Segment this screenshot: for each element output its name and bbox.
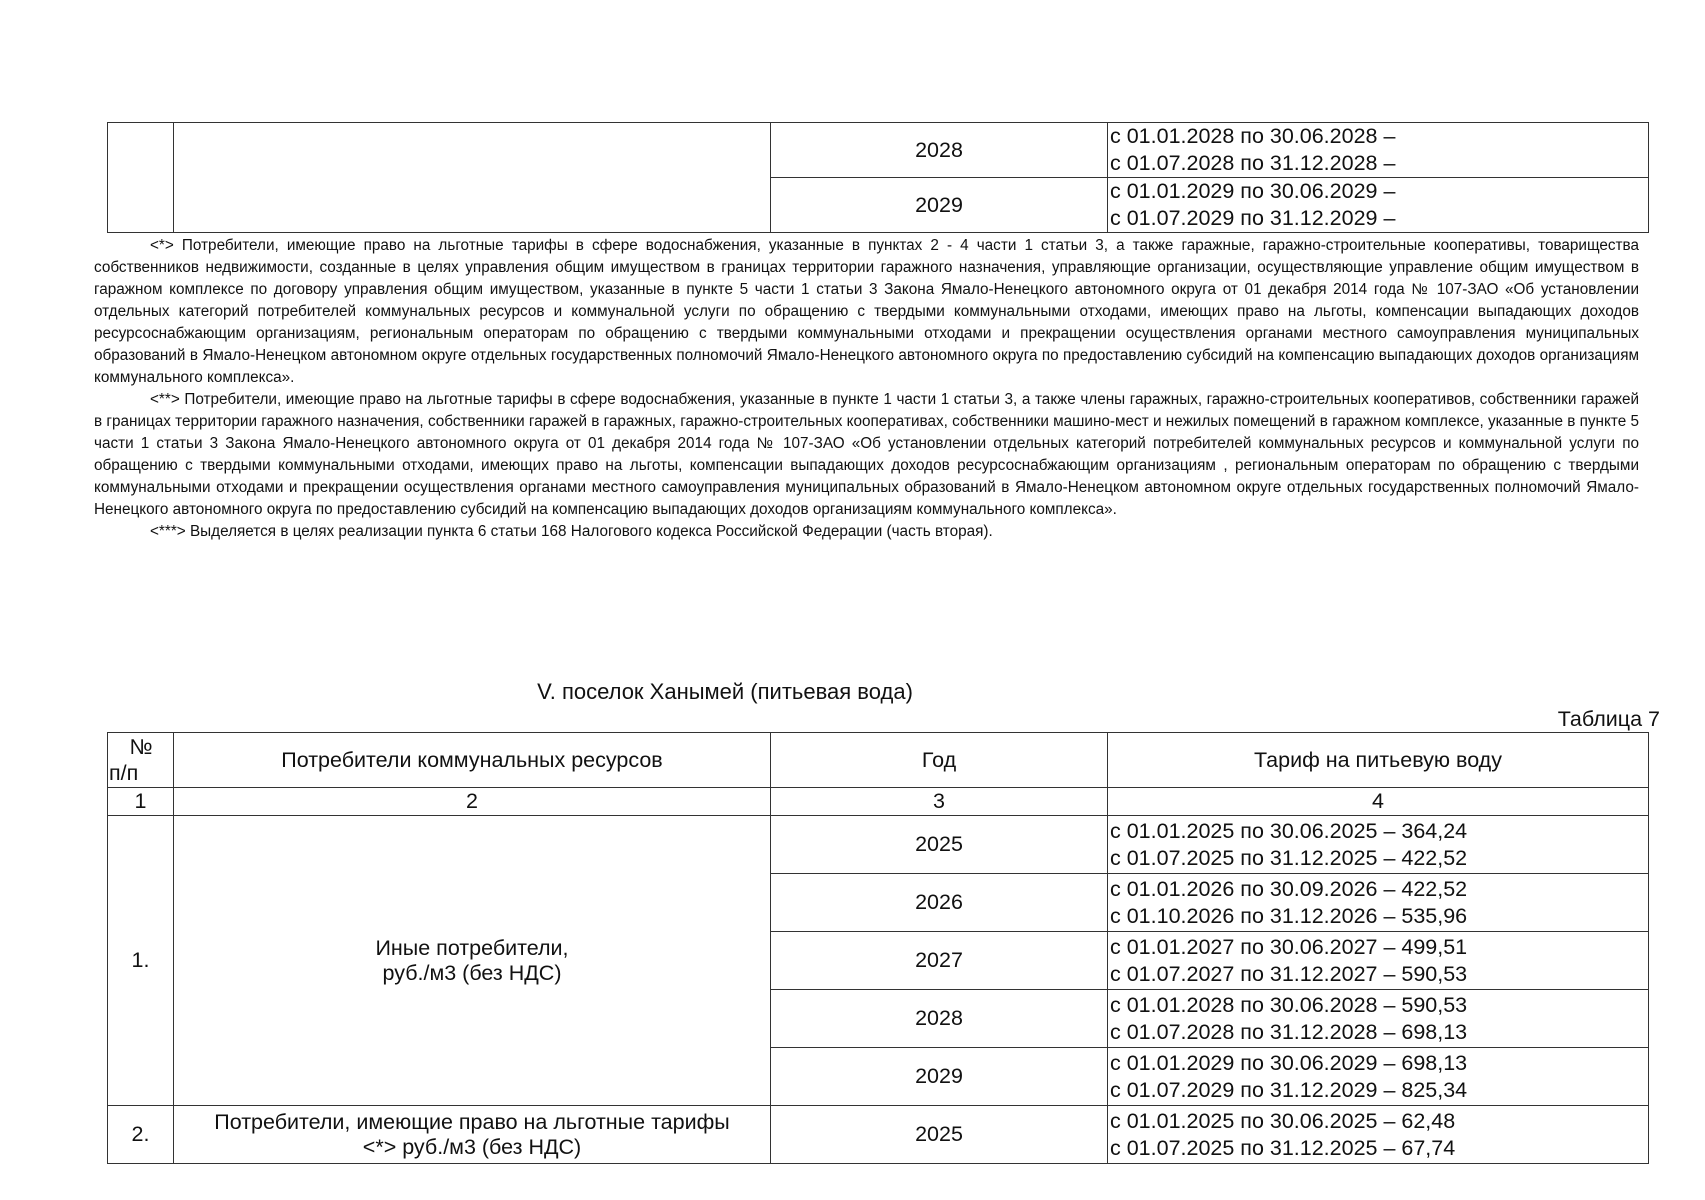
footnote-1: <*> Потребители, имеющие право на льготные тарифы в сфере водоснабжения, указанные в пунктах 2 - 4 части 1 статьи 3, а также гаражные, гаражно-строительные кооперативы, товарищества собственников недвижимости, созданные в целях управления общим имуществом в границах территории гаражного назначения, управляющие организации, осуществляющие управление общим имуществом в гаражном комплексе по договору управления общим имуществом, указанные в пункте 5 части 1 статьи 3 Закона Ямало-Ненецкого автономного округа от 01 декабря 2014 года № 107-ЗАО «Об установлении отдельных категорий потребителей коммунальных ресурсов и коммунальной услуги по обращению с твердыми коммунальными отходами, имеющих право на льготы, компенсации выпадающих доходов ресурсоснабжающим организациям, региональным операторам по обращению с твердыми коммунальными отходами и прекращении осуществления органами местного самоуправления муниципальных образований в Ямало-Ненецком автономном округе отдельных государственных полномочий Ямало-Ненецкого автономного округа по предоставлению субсидий на компенсацию выпадающих доходов организациям коммунального комплекса». xyxy=(94,237,1639,386)
section-title: V. поселок Ханымей (питьевая вода) xyxy=(537,679,913,704)
tariff-line: с 01.01.2029 по 30.06.2029 – 698,13 xyxy=(1110,1050,1468,1075)
tariff-line: с 01.01.2025 по 30.06.2025 – 62,48 xyxy=(1110,1108,1456,1133)
year-cell: 2028 xyxy=(771,990,1108,1048)
tariff-line: с 01.01.2029 по 30.06.2029 – xyxy=(1110,179,1396,203)
consumer-line: Иные потребители, xyxy=(375,935,569,960)
column-number-row xyxy=(108,788,1649,816)
tariff-line: с 01.10.2026 по 31.12.2026 – 535,96 xyxy=(1110,903,1468,928)
year-cell: 2028 xyxy=(771,123,1108,178)
tariff-line: с 01.07.2027 по 31.12.2027 – 590,53 xyxy=(1110,961,1468,986)
footnote-2: <**> Потребители, имеющие право на льготные тарифы в сфере водоснабжения, указанные в пункте 1 части 1 статьи 3, а также члены гаражных, гаражно-строительных кооперативов, собственники гаражей в границах территории гаражного назначения, собственники гаражей в гаражных, гаражно-строительных кооперативах, собственники машино-мест и нежилых помещений в гаражном комплексе, указанные в пункте 5 части 1 статьи 3 Закона Ямало-Ненецкого автономного округа от 01 декабря 2014 года № 107-ЗАО «Об установлении отдельных категорий потребителей коммунальных ресурсов и коммунальной услуги по обращению с твердыми коммунальными отходами, имеющих право на льготы, компенсации выпадающих доходов ресурсоснабжающим организациям , региональным операторам по обращению с твердыми коммунальными отходами и прекращении осуществления органами местного самоуправления муниципальных образований в Ямало-Ненецком автономном округе отдельных государственных полномочий Ямало-Ненецкого автономного округа по предоставлению субсидий на компенсацию выпадающих доходов организациям коммунального комплекса». xyxy=(94,391,1639,518)
year-cell: 2025 xyxy=(771,816,1108,874)
tariff-cell xyxy=(1108,1106,1649,1164)
year-cell: 2026 xyxy=(771,874,1108,932)
tariff-cell xyxy=(1108,874,1649,932)
tariff-cell xyxy=(1108,123,1649,178)
table-row xyxy=(108,816,1649,874)
tariff-line: с 01.07.2029 по 31.12.2029 – xyxy=(1110,206,1396,230)
tariff-line: с 01.07.2028 по 31.12.2028 – 698,13 xyxy=(1110,1019,1468,1044)
tariff-line: с 01.07.2025 по 31.12.2025 – 422,52 xyxy=(1110,845,1468,870)
column-number: 1 xyxy=(108,788,174,816)
tariff-line: с 01.01.2028 по 30.06.2028 – 590,53 xyxy=(1110,992,1468,1017)
column-number: 3 xyxy=(771,788,1108,816)
tariff-cell xyxy=(1108,1048,1649,1106)
tariff-cell xyxy=(1108,932,1649,990)
footnotes xyxy=(94,235,1639,543)
header-num xyxy=(108,733,174,788)
row-number: 1. xyxy=(108,816,174,1106)
year-cell: 2027 xyxy=(771,932,1108,990)
year-cell: 2029 xyxy=(771,1048,1108,1106)
consumer-cell xyxy=(174,816,771,1106)
year-cell: 2029 xyxy=(771,178,1108,233)
continuation-table xyxy=(107,122,1649,233)
table-row xyxy=(108,1106,1649,1164)
tariff-cell xyxy=(1108,178,1649,233)
table-row xyxy=(108,123,1649,178)
row-number: 2. xyxy=(108,1106,174,1164)
column-number: 2 xyxy=(174,788,771,816)
header-num-line: п/п xyxy=(109,761,139,785)
header-year: Год xyxy=(771,733,1108,788)
tariff-cell xyxy=(1108,816,1649,874)
num-cell xyxy=(108,123,174,233)
tariff-line: с 01.07.2028 по 31.12.2028 – xyxy=(1110,151,1396,175)
header-consumers: Потребители коммунальных ресурсов xyxy=(174,733,771,788)
header-tariff: Тариф на питьевую воду xyxy=(1108,733,1649,788)
tariff-line: с 01.07.2025 по 31.12.2025 – 67,74 xyxy=(1110,1135,1456,1160)
table-number: Таблица 7 xyxy=(1557,707,1660,731)
year-cell: 2025 xyxy=(771,1106,1108,1164)
tariff-cell xyxy=(1108,990,1649,1048)
consumer-line: Потребители, имеющие право на льготные тарифы xyxy=(214,1109,730,1134)
tariff-line: с 01.01.2026 по 30.09.2026 – 422,52 xyxy=(1110,876,1468,901)
header-row xyxy=(108,733,1649,788)
consumer-line: руб./м3 (без НДС) xyxy=(382,960,562,985)
column-number: 4 xyxy=(1108,788,1649,816)
tariff-line: с 01.01.2025 по 30.06.2025 – 364,24 xyxy=(1110,818,1468,843)
footnote-3: <***> Выделяется в целях реализации пункта 6 статьи 168 Налогового кодекса Российской Федерации (часть вторая). xyxy=(150,523,993,540)
tariff-line: с 01.01.2028 по 30.06.2028 – xyxy=(1110,124,1396,148)
consumer-cell xyxy=(174,1106,771,1164)
tariff-line: с 01.07.2029 по 31.12.2029 – 825,34 xyxy=(1110,1077,1468,1102)
consumer-line: <*> руб./м3 (без НДС) xyxy=(362,1134,582,1159)
tariff-table xyxy=(107,732,1649,1164)
header-num-line: № xyxy=(129,735,153,759)
consumer-cell xyxy=(174,123,771,233)
tariff-line: с 01.01.2027 по 30.06.2027 – 499,51 xyxy=(1110,934,1468,959)
